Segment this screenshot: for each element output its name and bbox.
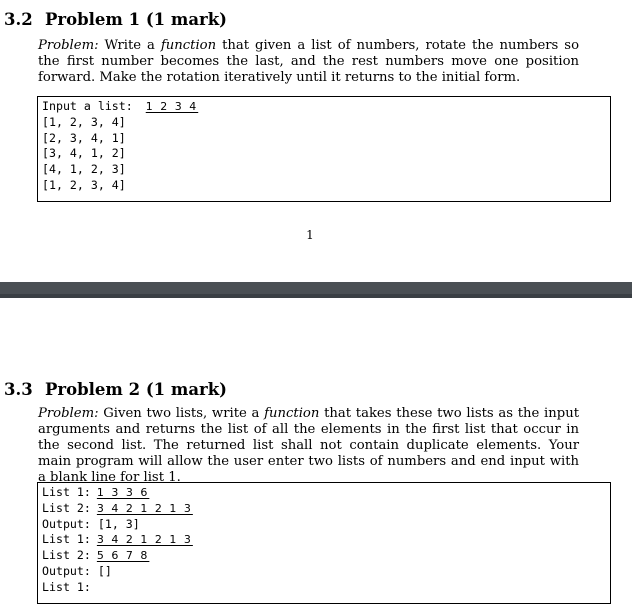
problem-label: Problem: <box>38 406 99 421</box>
session-prompt: Output: <box>42 563 91 578</box>
session-output: [] <box>97 563 112 578</box>
section-number: 3.2 <box>4 10 33 29</box>
description-text: that given a list of numbers, rotate the numbers so the first number becomes the last, and the rest numbers move one position forward. Make the rotation iteratively until it returns to the initial form. <box>38 38 580 85</box>
session-prompt: List 2: <box>42 500 91 515</box>
section-title: Problem 2 (1 mark) <box>45 380 227 399</box>
description-text: Given two lists, write a <box>98 406 265 421</box>
session-prompt: Output: <box>42 516 91 531</box>
output-line: [1, 2, 3, 4] <box>42 114 126 129</box>
session-input: 3 4 2 1 2 1 3 <box>96 501 193 515</box>
session-input: 1 3 3 6 <box>96 486 150 499</box>
emphasis-function: function <box>264 406 320 421</box>
description-text: that takes these two lists as the input arguments and returns the list of all the elements in the first list that occur in the second list. The returned list shall not contain duplicate elements. Your main program will allow the user enter two lists of numbers and end input with a blank line for list 1. <box>38 406 579 485</box>
session-line <box>42 485 606 501</box>
output-line: [1, 2, 3, 4] <box>42 177 126 192</box>
problem-2-description <box>38 406 579 486</box>
output-line: [3, 4, 1, 2] <box>42 146 126 161</box>
problem-2-heading <box>4 380 227 399</box>
problem-1-description <box>38 38 579 86</box>
page-number: 1 <box>306 228 314 242</box>
output-line: [4, 1, 2, 3] <box>42 162 126 177</box>
session-line <box>42 501 606 517</box>
session-prompt: List 1: <box>42 532 91 547</box>
input-prompt: Input a list: <box>42 99 133 113</box>
session-prompt: List 2: <box>42 548 91 563</box>
description-text: Write a <box>98 38 161 53</box>
input-line <box>42 99 606 115</box>
session-input: 5 6 7 8 <box>96 549 150 563</box>
session-prompt: List 1: <box>42 579 91 594</box>
section-number: 3.3 <box>4 380 33 399</box>
session-input: 3 4 2 1 2 1 3 <box>96 533 193 547</box>
page-2 <box>0 298 632 609</box>
input-value: 1 2 3 4 <box>145 100 199 113</box>
session-line <box>42 517 606 533</box>
session-prompt: List 1: <box>42 485 91 499</box>
emphasis-function: function <box>160 38 217 53</box>
page-1 <box>0 0 632 282</box>
problem-label: Problem: <box>38 38 99 53</box>
problem-1-heading <box>4 10 227 29</box>
session-line <box>42 548 606 564</box>
section-title: Problem 1 (1 mark) <box>45 10 227 29</box>
output-line: [2, 3, 4, 1] <box>42 130 126 145</box>
session-line <box>42 532 606 548</box>
example-output-box <box>37 96 611 202</box>
session-line <box>42 580 606 596</box>
session-line <box>42 564 606 580</box>
page-separator <box>0 282 632 298</box>
example-session-box <box>37 482 611 604</box>
session-output: [1, 3] <box>97 516 140 531</box>
